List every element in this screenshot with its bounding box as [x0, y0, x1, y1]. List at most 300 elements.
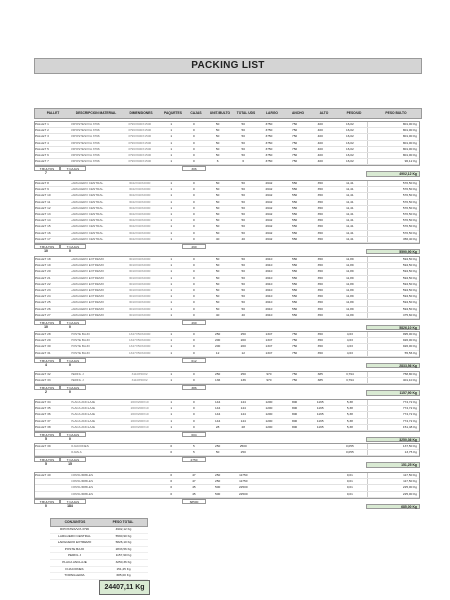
table-cell: 50: [241, 140, 245, 145]
table-cell: 50: [215, 294, 220, 299]
table-cell: PALLET 32: [35, 372, 51, 376]
table-cell: LARGUERO EXTREMO: [70, 263, 105, 268]
table-cell: 550: [291, 306, 298, 311]
table-cell: 550: [291, 300, 298, 305]
table-cell: 50: [215, 257, 220, 261]
table-cell: 11,41: [346, 193, 354, 198]
table-cell: PALLET 16: [35, 230, 51, 235]
table-cell: 1347X50X2000: [128, 344, 151, 349]
group-total-weight: 3250,36 Kg: [366, 437, 420, 442]
table-cell: [282, 473, 308, 478]
table-cell: 1347: [265, 338, 273, 343]
table-cell: 570,50 Kg: [367, 224, 419, 229]
table-cell: 550: [291, 263, 298, 268]
table-cell: 1: [170, 424, 173, 429]
table-cell: 5,38: [346, 424, 353, 429]
table-cell: 200: [215, 344, 221, 349]
table-cell: 250: [215, 444, 221, 448]
table-cell: 1200: [265, 400, 273, 404]
summary-table: [50, 518, 148, 595]
table-cell: 0: [193, 281, 195, 286]
table-cell: [120, 485, 159, 490]
table-cell: PALLET 24: [35, 294, 51, 299]
table-cell: 350: [317, 287, 323, 292]
pallet-group: [34, 443, 420, 468]
table-cell: 3750: [265, 152, 273, 157]
table-cell: 250: [215, 479, 221, 484]
pallet-group: [34, 331, 420, 368]
table-cell: 3010X40X2000: [128, 312, 151, 317]
table-cell: 11,89: [346, 263, 354, 268]
table-cell: 0,01: [346, 473, 353, 477]
table-cell: 47: [192, 473, 196, 477]
table-cell: 3010X40X2000: [128, 294, 151, 299]
table-cell: 50: [215, 187, 220, 192]
table-cell: 0: [170, 485, 173, 490]
table-cell: 3110X50X2: [131, 372, 148, 376]
table-cell: 801,00 Kg: [367, 147, 419, 152]
total-cajas-label: T.CAJAS: [60, 432, 86, 437]
table-cell: 2500: [239, 444, 247, 448]
table-cell: [307, 473, 333, 478]
table-cell: 475,60 Kg: [367, 313, 419, 318]
header-cell: UNIT./BULTO: [209, 111, 231, 115]
table-cell: 2642: [265, 199, 273, 204]
table-cell: 136: [240, 378, 246, 383]
table-cell: 3750: [265, 140, 273, 145]
table-cell: 5,38: [346, 418, 353, 423]
table-cell: PALLET 35: [35, 406, 51, 411]
table-cell: 400: [317, 146, 323, 151]
table-cell: 774,72 Kg: [367, 406, 419, 411]
table-cell: 1: [170, 187, 173, 192]
table-cell: [256, 444, 282, 449]
table-cell: 1: [170, 134, 173, 139]
table-cell: PALLET 25: [35, 300, 51, 305]
table-cell: PALLET 34: [35, 400, 51, 404]
table-cell: 11,89: [346, 275, 354, 280]
table-cell: 250: [215, 372, 221, 376]
table-cell: 594,50 Kg: [367, 282, 419, 287]
table-cell: 550: [291, 193, 298, 198]
table-cell: 3042X40X2000: [128, 236, 151, 241]
table-cell: 800: [291, 418, 298, 423]
table-cell: [35, 485, 71, 490]
table-cell: 594,50 Kg: [367, 288, 419, 293]
table-cell: 550: [291, 275, 298, 280]
table-cell: 50: [241, 128, 245, 133]
total-bultos: 2: [45, 390, 47, 395]
table-cell: 50: [241, 218, 245, 223]
table-cell: 3010X40X2000: [128, 263, 151, 268]
table-cell: 385: [317, 378, 323, 383]
table-cell: 3110X50X2: [131, 378, 148, 383]
table-cell: 0: [193, 187, 195, 192]
table-cell: 350: [317, 257, 323, 261]
table-cell: 3042X40X2000: [128, 187, 151, 192]
table-cell: PALLET 1: [35, 122, 49, 126]
table-cell: 801,00 Kg: [367, 122, 419, 127]
table-cell: 11750: [239, 473, 248, 477]
table-cell: 1: [170, 159, 173, 164]
table-cell: 1347X50X2000: [128, 332, 151, 336]
total-cajas-label: T.CAJAS: [60, 320, 86, 325]
table-cell: [120, 492, 159, 497]
table-cell: 550: [291, 199, 298, 204]
table-cell: 550: [291, 312, 298, 317]
table-cell: 2610: [265, 275, 273, 280]
table-cell: 1: [170, 275, 173, 280]
table-cell: RIPOSTES/V/A 3796: [70, 122, 100, 126]
table-cell: 0: [193, 181, 195, 185]
table-cell: PLACA ANCLAJE: [70, 418, 96, 423]
table-cell: 1: [170, 193, 173, 198]
totals-value-row: [34, 437, 420, 442]
pallet-group-rows: [34, 331, 420, 358]
table-cell: 3796X900X1500: [128, 122, 152, 126]
table-cell: [307, 444, 333, 449]
table-cell: 594,50 Kg: [367, 276, 419, 281]
table-cell: 200: [240, 338, 246, 343]
table-cell: 40: [215, 236, 220, 241]
table-cell: 350: [317, 350, 323, 355]
table-cell: 1200: [265, 412, 273, 417]
table-cell: 1165: [316, 418, 324, 423]
table-cell: 2642: [265, 193, 273, 198]
table-cell: PALLET 39: [35, 444, 51, 448]
summary-row: [50, 527, 148, 534]
table-cell: 750: [291, 344, 298, 349]
table-cell: 350: [317, 236, 323, 241]
table-cell: 350: [317, 312, 323, 317]
table-cell: 1: [170, 257, 173, 261]
table-cell: 50: [215, 181, 220, 185]
table-cell: 800: [291, 400, 298, 404]
table-cell: [282, 444, 308, 449]
table-cell: 550: [291, 257, 298, 261]
table-cell: 400: [317, 122, 323, 126]
table-cell: 3796X900X1500: [128, 152, 152, 157]
table-cell: 970: [266, 378, 272, 383]
table-cell: 570,50 Kg: [367, 206, 419, 211]
table-cell: 0: [193, 312, 195, 317]
header-cell: ANCHO: [291, 111, 305, 115]
table-cell: [256, 492, 282, 497]
table-cell: 45: [192, 485, 196, 490]
total-units: 386: [182, 385, 206, 390]
table-cell: 144: [240, 412, 246, 417]
table-cell: PALLET 29: [35, 338, 51, 343]
table-cell: [256, 485, 282, 490]
table-cell: 3796X900X1500: [128, 146, 152, 151]
table-cell: 0,01: [346, 485, 353, 490]
table-cell: 50: [215, 140, 220, 145]
header-cell: PAQUETES: [164, 111, 182, 115]
table-cell: PERFIL J: [70, 378, 84, 383]
total-cajas-label: T.CAJAS: [60, 457, 86, 462]
table-cell: PALLET 4: [35, 140, 49, 145]
table-cell: 350: [317, 230, 323, 235]
table-cell: 225,00 Kg: [367, 485, 419, 490]
table-cell: 800: [291, 406, 298, 411]
table-cell: 3,794: [345, 378, 354, 383]
table-row: [35, 313, 419, 319]
table-cell: 50: [215, 128, 220, 133]
pallet-group-rows: [34, 472, 420, 499]
table-cell: RIPOSTES/V/A 3796: [70, 146, 100, 151]
totals-value-row: [34, 462, 420, 467]
table-cell: 0: [193, 218, 195, 223]
table-cell: 2610: [265, 300, 273, 305]
table-cell: 50: [241, 275, 245, 280]
table-cell: 55,56 Kg: [367, 351, 419, 356]
table-row: [35, 351, 419, 357]
table-cell: 50: [241, 199, 245, 204]
table-cell: 12: [241, 350, 245, 355]
table-cell: 200X200X10: [130, 400, 149, 404]
totals-value-row: [34, 171, 420, 176]
table-cell: 50: [215, 263, 220, 268]
table-cell: [282, 450, 308, 455]
table-cell: 350: [317, 218, 323, 223]
table-cell: 0: [193, 199, 195, 204]
table-cell: 0: [193, 236, 195, 241]
header-cell: PALLET: [46, 111, 60, 115]
table-cell: 50: [215, 211, 220, 216]
table-cell: 1: [170, 418, 173, 423]
table-cell: 350: [317, 269, 323, 274]
pallet-group-rows: [34, 121, 420, 166]
table-cell: 594,50 Kg: [367, 294, 419, 299]
summary-set-weight: 4902,12 Kg: [115, 527, 132, 531]
group-total-weight: 5826,10 Kg: [366, 325, 420, 330]
summary-header-sets: CONJUNTOS: [64, 520, 86, 524]
table-cell: 5,38: [346, 400, 353, 404]
table-cell: [120, 444, 159, 449]
table-cell: CONSUMIBLES: [70, 479, 94, 484]
table-cell: POSTE BAJO: [70, 344, 90, 349]
table-cell: 2610: [265, 263, 273, 268]
table-cell: 1200: [265, 406, 273, 411]
summary-row: [50, 560, 148, 567]
table-cell: 6: [242, 159, 245, 164]
table-cell: 117,50 Kg: [367, 473, 419, 478]
table-cell: 1: [170, 281, 173, 286]
summary-set-weight: 5590,90 Kg: [115, 533, 132, 538]
table-cell: 200X200X10: [130, 406, 149, 411]
table-cell: PALLET 9: [35, 187, 49, 192]
table-cell: 1: [170, 332, 173, 336]
table-cell: 400: [317, 128, 323, 133]
header-cell: DIMENSIONES: [129, 111, 153, 115]
total-cajas-label: T.CAJAS: [60, 385, 86, 390]
table-cell: 1: [170, 338, 173, 343]
table-cell: RIPOSTES/V/A 3796: [70, 140, 100, 145]
table-cell: LARGUERO CENTRAL: [70, 181, 104, 185]
summary-set-name: PLACA ANCLAJE: [62, 559, 87, 564]
table-cell: 50: [241, 146, 245, 151]
table-cell: 0: [193, 306, 195, 311]
table-cell: 3042X40X2000: [128, 193, 151, 198]
table-cell: 350: [317, 187, 323, 192]
table-cell: [256, 473, 282, 478]
table-cell: 3010X40X2000: [128, 287, 151, 292]
table-cell: 200X200X10: [130, 412, 149, 417]
table-cell: 594,50 Kg: [367, 257, 419, 262]
table-cell: 50: [215, 122, 220, 126]
table-cell: PALLET 3: [35, 134, 49, 139]
table-cell: PLACA ANCLAJE: [70, 424, 96, 429]
table-cell: PALLET 18: [35, 257, 51, 261]
summary-set-name: LARGUERO EXTREMO: [57, 540, 92, 545]
table-cell: 926,00 Kg: [367, 344, 419, 349]
table-cell: 1: [170, 400, 173, 404]
table-cell: 3750: [265, 122, 273, 126]
table-cell: 0: [193, 275, 195, 280]
table-cell: 1: [170, 344, 173, 349]
table-cell: PALLET 2: [35, 128, 49, 133]
table-cell: 350: [317, 344, 323, 349]
table-cell: 750: [291, 338, 298, 343]
table-cell: 1: [170, 122, 173, 126]
table-cell: 50: [241, 281, 245, 286]
table-cell: PALLET 21: [35, 275, 51, 280]
table-cell: 500: [215, 485, 221, 490]
table-cell: 16,02: [345, 146, 354, 151]
total-cajas: 0: [69, 362, 71, 367]
table-cell: [282, 479, 308, 484]
table-cell: 50: [215, 224, 220, 229]
table-cell: 401,10 Kg: [367, 378, 419, 383]
table-cell: 50: [215, 205, 220, 210]
table-cell: LARGUERO CENTRAL: [70, 236, 104, 241]
table-cell: 50: [215, 306, 220, 311]
total-bultos-label: T.BULTOS: [34, 432, 60, 437]
table-cell: 11,89: [346, 269, 354, 274]
table-cell: 3750: [265, 146, 273, 151]
table-cell: 0: [193, 412, 195, 417]
table-cell: 50: [215, 450, 220, 455]
table-cell: 0: [193, 122, 195, 126]
table-cell: 350: [317, 263, 323, 268]
table-cell: 350: [317, 211, 323, 216]
table-cell: 47: [192, 479, 196, 484]
table-cell: 750: [291, 350, 298, 355]
table-cell: 0: [193, 224, 195, 229]
totals-value-row: [34, 249, 420, 254]
table-cell: 1: [170, 128, 173, 133]
pallet-group: [34, 180, 420, 254]
table-cell: 11,41: [346, 211, 354, 216]
table-cell: 350: [317, 181, 323, 185]
table-cell: PALLET 14: [35, 218, 51, 223]
summary-set-name: POSTE BAJO: [64, 546, 85, 551]
table-cell: [120, 450, 159, 455]
table-cell: 50: [215, 146, 220, 151]
header-cell: PESO/UD: [346, 111, 362, 115]
table-cell: 11,41: [346, 224, 354, 229]
table-cell: RIPOSTES/V/A 3796: [70, 159, 100, 164]
table-cell: [35, 450, 71, 455]
table-cell: 800: [291, 424, 298, 429]
table-cell: 750: [291, 332, 298, 336]
table-cell: LARGUERO EXTREMO: [70, 257, 105, 261]
table-cell: 50: [241, 306, 245, 311]
table-cell: 3042X40X2000: [128, 181, 151, 185]
table-cell: 11,41: [346, 230, 354, 235]
table-cell: PALLET 12: [35, 205, 51, 210]
table-cell: 400: [317, 134, 323, 139]
table-row: [35, 237, 419, 243]
table-cell: 3796X900X1500: [128, 128, 152, 133]
table-cell: LARGUERO CENTRAL: [70, 199, 104, 204]
table-cell: 16,02: [345, 122, 354, 126]
table-cell: 50: [241, 122, 245, 126]
table-cell: 40: [241, 312, 245, 317]
table-cell: 3042X40X2000: [128, 199, 151, 204]
table-cell: 200: [240, 344, 246, 349]
header-cell: TOTAL UDS: [236, 111, 256, 115]
table-cell: 28: [215, 424, 220, 429]
group-total-weight: 685,00 Kg: [366, 504, 420, 509]
total-bultos: 5: [45, 436, 47, 441]
table-cell: 1165: [316, 424, 324, 429]
table-cell: PALLET 8: [35, 181, 49, 185]
table-cell: 1: [170, 205, 173, 210]
total-cajas: 0: [69, 248, 71, 253]
table-cell: 1347X50X2000: [128, 350, 151, 355]
table-cell: 0: [170, 444, 173, 448]
table-cell: 0: [193, 338, 195, 343]
pallet-group: [34, 121, 420, 177]
table-cell: 4,63: [346, 338, 353, 343]
table-cell: LARGUERO CENTRAL: [70, 218, 104, 223]
header-cell: LARGO: [266, 111, 278, 115]
table-cell: PALLET 30: [35, 344, 51, 349]
table-cell: 50: [215, 218, 220, 223]
table-cell: 0: [193, 294, 195, 299]
table-header: [34, 108, 422, 119]
pallet-group-rows: [34, 371, 420, 385]
table-cell: 3,794: [345, 372, 354, 376]
table-row: [35, 159, 419, 165]
table-cell: 2642: [265, 230, 273, 235]
table-cell: 570,50 Kg: [367, 181, 419, 186]
table-cell: 1: [170, 412, 173, 417]
table-cell: 50: [215, 193, 220, 198]
table-cell: 3010X40X2000: [128, 275, 151, 280]
table-cell: 774,72 Kg: [367, 419, 419, 424]
table-cell: 1: [170, 211, 173, 216]
table-cell: 4,63: [346, 350, 353, 355]
table-cell: 50: [215, 199, 220, 204]
totals-value-row: [34, 325, 420, 330]
table-cell: PALLET 28: [35, 332, 51, 336]
table-cell: 0: [193, 193, 195, 198]
table-cell: 250: [240, 332, 246, 336]
table-cell: 0: [193, 400, 195, 404]
total-cajas: 0: [69, 436, 71, 441]
table-cell: 550: [291, 269, 298, 274]
table-cell: 50: [215, 287, 220, 292]
total-bultos: 10: [44, 324, 48, 329]
summary-header-weight: PESO TOTAL: [112, 520, 134, 524]
total-bultos: 4: [45, 362, 47, 367]
summary-row: [50, 573, 148, 580]
table-cell: 11,89: [346, 300, 354, 305]
total-units: 490: [182, 244, 206, 249]
table-cell: 1200: [265, 418, 273, 423]
